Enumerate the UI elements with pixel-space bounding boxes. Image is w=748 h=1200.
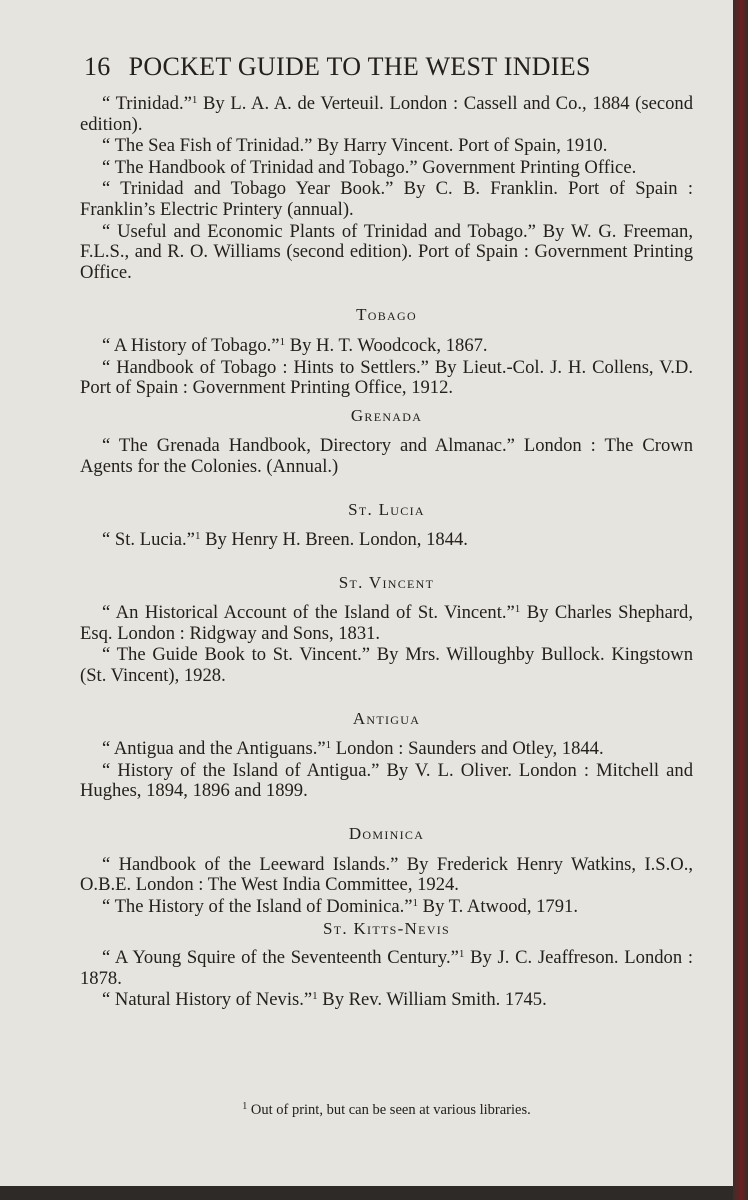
page-number: 16	[84, 52, 111, 81]
footnote-ref: 1	[514, 603, 521, 616]
running-title: POCKET GUIDE TO THE WEST INDIES	[128, 52, 591, 81]
section-heading-tobago: Tobago	[356, 305, 417, 325]
page-header	[84, 52, 684, 82]
bib-entry: “ The History of the Island of Dominica.”$^1$ By T. Atwood, 1791.	[102, 895, 578, 917]
section-heading-dominica: Dominica	[348, 824, 425, 844]
bib-entry: “ The Grenada Handbook, Directory and Almanac.” London : The Crown Agents for the Colonies. (Annual.)	[80, 435, 693, 477]
section-heading-st-lucia: St. Lucia	[348, 499, 425, 519]
bib-entry: “ Trinidad and Tobago Year Book.” By C. B. Franklin. Port of Spain : Franklin’s Electric Printery (annual).	[80, 178, 693, 220]
bib-entry: “ Handbook of the Leeward Islands.” By Frederick Henry Watkins, I.S.O., O.B.E. London : The West India Committee, 1924.	[80, 853, 693, 896]
bib-entry: “ Trinidad.”$^1$ By L. A. A. de Verteuil. London : Cassell and Co., 1884 (second edition).	[80, 93, 694, 135]
footnote-marker: 1	[242, 1101, 248, 1112]
section-heading-grenada: Grenada	[350, 405, 423, 425]
footnote-ref: 1	[325, 739, 332, 752]
footnote-ref: 1	[412, 896, 419, 909]
bib-entry: “ Natural History of Nevis.”$^1$ By Rev. William Smith. 1745.	[102, 989, 547, 1011]
bib-entry: “ The Sea Fish of Trinidad.” By Harry Vincent. Port of Spain, 1910.	[102, 135, 608, 157]
bib-entry: “ A Young Squire of the Seventeenth Century.”$^1$ By J. C. Jeaffreson. London : 1878.	[80, 947, 694, 989]
bib-entry: “ Antigua and the Antiguans.”$^1$ London : Saunders and Otley, 1844.	[102, 738, 604, 760]
bib-entry: “ A History of Tobago.”$^1$ By H. T. Woodcock, 1867.	[102, 334, 488, 356]
bib-entry: “ The Handbook of Trinidad and Tobago.” Government Printing Office.	[102, 156, 637, 178]
bib-entry: “ St. Lucia.”$^1$ By Henry H. Breen. London, 1844.	[102, 529, 468, 551]
book-spine-edge	[733, 0, 748, 1200]
bib-entry: “ An Historical Account of the Island of St. Vincent.”$^1$ By Charles Shephard, Esq. London : Ridgway and Sons, 1831.	[80, 602, 693, 644]
section-heading-st-kitts-nevis: St. Kitts-Nevis	[323, 919, 450, 939]
bib-entry: “ History of the Island of Antigua.” By V. L. Oliver. London : Mitchell and Hughes, 1894, 1896 and 1899.	[80, 759, 693, 802]
bib-entry: “ Handbook of Tobago : Hints to Settlers.” By Lieut.-Col. J. H. Collens, V.D. Port of Spain : Government Printing Office, 1912.	[80, 356, 693, 399]
footnote-ref: 1	[279, 335, 286, 348]
bibliography-content	[80, 94, 693, 1012]
bib-entry: “ Useful and Economic Plants of Trinidad and Tobago.” By W. G. Freeman, F.L.S., and R. O. Williams (second edition). Port of Spain : Government Printing Office.	[80, 220, 693, 283]
section-heading-antigua: Antigua	[352, 708, 421, 728]
footnote-ref: 1	[194, 530, 201, 543]
footnote-ref: 1	[458, 948, 465, 960]
section-heading-st-vincent: St. Vincent	[338, 572, 435, 592]
page-bottom-shadow	[0, 1186, 733, 1200]
footnote	[80, 1101, 693, 1119]
bib-entry: “ The Guide Book to St. Vincent.” By Mrs. Willoughby Bullock. Kingstown (St. Vincent), 1928.	[80, 644, 693, 687]
footnote-ref: 1	[191, 94, 198, 106]
footnote-text: Out of print, but can be seen at various libraries.	[247, 1102, 531, 1118]
footnote-ref: 1	[312, 990, 318, 1003]
